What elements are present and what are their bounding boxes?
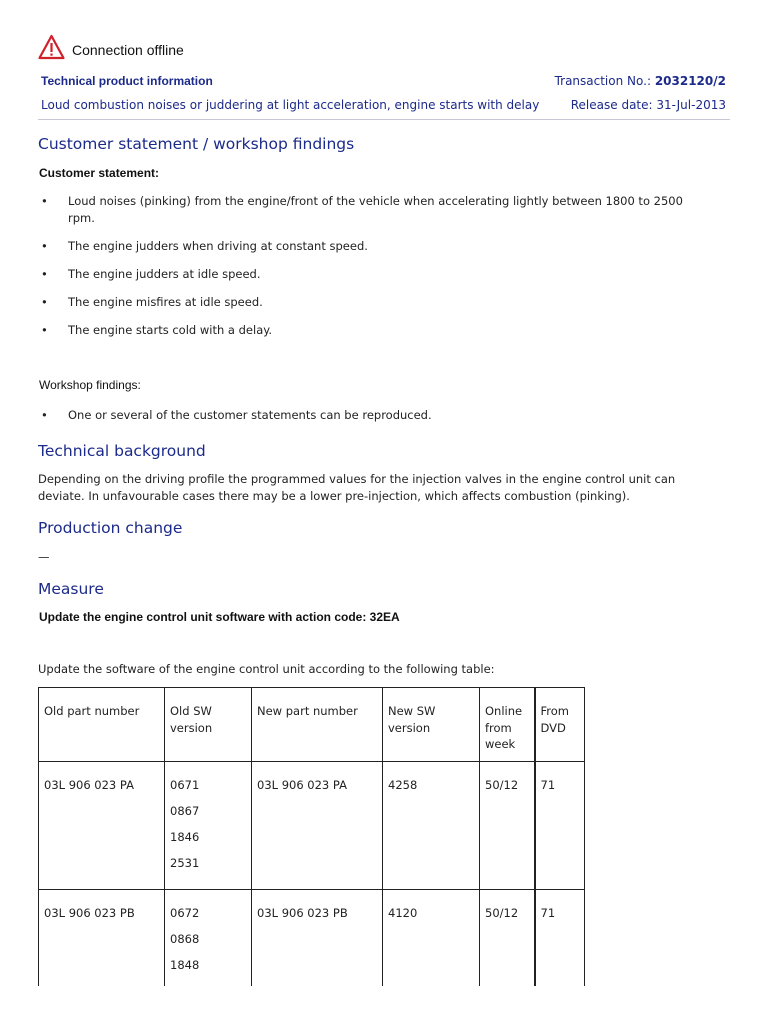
header-cell: New SW version xyxy=(383,688,480,762)
cell-online-week: 50/12 xyxy=(480,761,535,889)
old-sw-value: 1848 xyxy=(170,957,200,972)
old-sw-value: 2531 xyxy=(170,855,200,870)
statement-text: The engine judders at idle speed. xyxy=(68,267,261,281)
page-clip xyxy=(0,986,768,1024)
statement-text: The engine misfires at idle speed. xyxy=(68,295,263,309)
document-header-row xyxy=(41,74,726,88)
cell-old-part: 03L 906 023 PA xyxy=(39,761,165,889)
transaction-value: 2032120/2 xyxy=(654,74,726,88)
old-sw-value: 0671 xyxy=(170,777,200,792)
list-item: • The engine judders at idle speed. xyxy=(41,267,261,281)
section-heading-customer: Customer statement / workshop findings xyxy=(38,135,355,153)
cell-from-dvd: 71 xyxy=(535,889,585,1017)
software-table xyxy=(38,687,585,1024)
connection-status-text: Connection offline xyxy=(72,42,184,58)
statement-text: The engine starts cold with a delay. xyxy=(68,323,273,337)
workshop-findings-label: Workshop findings: xyxy=(39,378,141,392)
header-cell: Old SW version xyxy=(165,688,252,762)
transaction-label: Transaction No.: xyxy=(554,74,655,88)
table-header-row xyxy=(39,688,585,762)
section-heading-production-change: Production change xyxy=(38,519,183,537)
release-value: 31-Jul-2013 xyxy=(656,98,726,112)
statement-text: The engine judders when driving at constant speed. xyxy=(68,239,368,253)
cell-new-sw: 4120 xyxy=(383,889,480,1017)
header-divider xyxy=(38,119,730,120)
document-type-title: Technical product information xyxy=(41,74,213,88)
list-item: • The engine judders when driving at constant speed. xyxy=(41,239,368,253)
table-row xyxy=(39,761,585,889)
old-sw-value: 0867 xyxy=(170,803,200,818)
document-subtitle-row xyxy=(41,98,726,112)
section-heading-measure: Measure xyxy=(38,580,104,598)
document-subtitle: Loud combustion noises or juddering at light acceleration, engine starts with delay xyxy=(41,98,540,112)
cell-new-part: 03L 906 023 PB xyxy=(252,889,383,1017)
release-label: Release date: xyxy=(570,98,657,112)
cell-new-sw: 4258 xyxy=(383,761,480,889)
cell-old-sw xyxy=(165,761,252,889)
warning-icon xyxy=(38,34,65,64)
finding-text: One or several of the customer statements can be reproduced. xyxy=(68,408,432,422)
header-cell: New part number xyxy=(252,688,383,762)
statement-text: Loud noises (pinking) from the engine/front of the vehicle when accelerating lightly between 1800 to 2500 rpm. xyxy=(68,194,683,225)
old-sw-value: 1846 xyxy=(170,829,200,844)
release-date xyxy=(571,98,726,112)
list-item: • One or several of the customer statements can be reproduced. xyxy=(41,408,432,422)
production-change-text: — xyxy=(38,550,50,564)
list-item: • The engine starts cold with a delay. xyxy=(41,323,273,337)
customer-statement-label: Customer statement: xyxy=(39,166,160,180)
header-cell: From DVD xyxy=(535,688,585,762)
measure-action: Update the engine control unit software with action code: 32EA xyxy=(39,610,400,624)
list-item: • The engine misfires at idle speed. xyxy=(41,295,263,309)
section-heading-technical-background: Technical background xyxy=(38,442,206,460)
technical-background-text: Depending on the driving profile the programmed values for the injection valves in the engine control unit can deviate. In unfavourable cases there may be a lower pre-injection, which affects combustion (pinking). xyxy=(38,472,676,503)
cell-old-part: 03L 906 023 PB xyxy=(39,889,165,1017)
cell-from-dvd: 71 xyxy=(535,761,585,889)
header-cell: Old part number xyxy=(39,688,165,762)
old-sw-value: 0672 xyxy=(170,905,200,920)
list-item: • Loud noises (pinking) from the engine/front of the vehicle when accelerating lightly between 1800 to 2500 rpm. xyxy=(41,193,710,227)
header-cell: Online from week xyxy=(480,688,535,762)
connection-status xyxy=(38,34,184,64)
old-sw-value: 0868 xyxy=(170,931,200,946)
cell-new-part: 03L 906 023 PA xyxy=(252,761,383,889)
cell-online-week: 50/12 xyxy=(480,889,535,1017)
measure-intro: Update the software of the engine control unit according to the following table: xyxy=(38,662,495,676)
transaction-number xyxy=(555,74,726,88)
